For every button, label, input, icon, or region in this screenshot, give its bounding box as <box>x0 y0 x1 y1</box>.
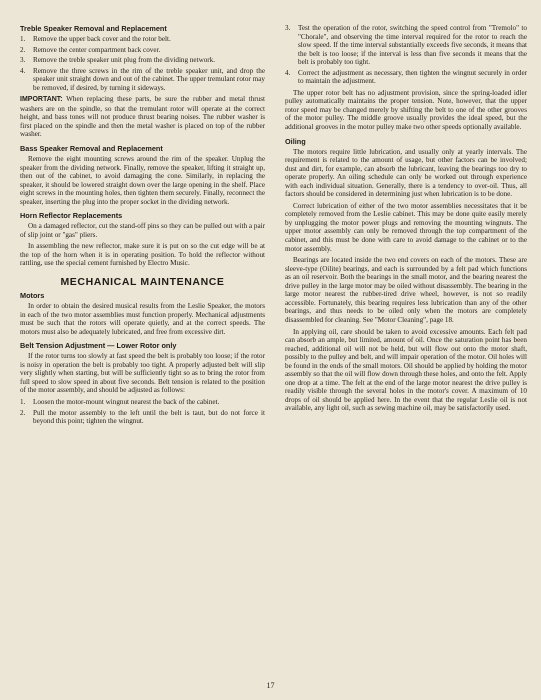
oiling-text-2: Correct lubrication of either of the two motor assemblies necessitates that it be completely removed from the Leslie cabinet. This may be done quite easily merely by unplugging the motor power plugs and removing the mounting wingnuts. The upper motor assembly can only be removed through the top compartment of the cabinet, and this must be done with care to avoid damage to the cabinet or to the motor assembly. <box>285 201 527 253</box>
oiling-heading: Oiling <box>285 136 306 146</box>
treble-heading: Treble Speaker Removal and Replacement <box>20 24 167 33</box>
page-number: 17 <box>266 681 275 690</box>
list-item: 3. Test the operation of the rotor, switching the speed control from "Tremolo" to "Chorale", and observing the time interval required for the rotor to reach the slow speed. If the time interval substantially exceeds five seconds, it means that the belt is too loose; if the interval is less than five seconds it means that the belt is probably too tight. <box>285 24 527 67</box>
horn-text-1: On a damaged reflector, cut the stand-off pins so they can be pulled out with a pair of slip joint or "gas" pliers. <box>20 222 265 239</box>
oiling-text-1: The motors require little lubrication, and usually only at yearly intervals. The requirement is related to the amount of usage, but other factors can be involved; dust and dirt, for example, can absorb the lubricant, leaving the bearings too dry to operate properly. An oiling schedule can only be worked out through experience with each individual situation. Generally, there is a tendency to over-oil. Thus, all factors should be considered in determining just when lubrication is to be done. <box>285 147 527 199</box>
bass-text: Remove the eight mounting screws around the rim of the speaker. Unplug the speaker from the dividing network. Finally, remove the speaker, lifting it straight up, then out of the cabinet, to avoid damaging the cone. Similarly, in replacing the speaker, it should be lowered straight down over the large opening in the shelf. Place eight screws in the mounting holes, then tighten them securely. Finally, reconnect the speaker, inserting the plug into the proper socket in the dividing network. <box>20 155 265 206</box>
oiling-text-4: In applying oil, care should be taken to avoid excessive amounts. Each felt pad can absorb an ample, but limited, amount of oil. Once the saturation point has been reached, additional oil will not be held, but will flow out onto the motor shaft, possibly to the pulley and belt, and will impair operation of the motor. Oil holes will be found in the ends of the small motors. Oil should be applied by holding the motor assembly so that the oil will flow down through these holes, and onto the felt. Apply one drop at a time. The felt at the end of the large motor nearest the drive pulley is readily visible through the several holes in the motor's cover. A maximum of 10 drops of oil should be applied here. In the event that the regular Leslie oil is not available, any light oil, such as sewing machine oil, may be satisfactorily used. <box>285 327 527 413</box>
belt-steps <box>20 398 265 426</box>
list-item: 1. Remove the upper back cover and the rotor belt. <box>20 35 171 43</box>
list-item: 4. Correct the adjustment as necessary, then tighten the wingnut securely in order to maintain the adjustment. <box>285 68 527 86</box>
list-item: 3. Remove the treble speaker unit plug from the dividing network. <box>20 56 216 65</box>
belt-heading: Belt Tension Adjustment — Lower Rotor only <box>20 341 177 351</box>
horn-heading: Horn Reflector Replacements <box>20 211 123 221</box>
section-title: MECHANICAL MAINTENANCE <box>60 276 225 289</box>
bass-heading: Bass Speaker Removal and Replacement <box>20 144 163 154</box>
list-item: 1. Loosen the motor-mount wingnut nearest the back of the cabinet. <box>20 397 220 406</box>
belt-steps-continued <box>285 24 527 86</box>
list-item: 2. Pull the motor assembly to the left until the belt is taut, but do not force it beyond this point; tighten the wingnut. <box>20 408 265 426</box>
treble-steps <box>20 35 265 92</box>
list-item: 4. Remove the three screws in the rim of the treble speaker unit, and drop the speaker unit straight down and out of the cabinet. The upper tremulant rotor may be removed, if desired, by turning it sideways. <box>20 66 265 92</box>
left-column <box>20 24 265 429</box>
oiling-text-3: Bearings are located inside the two end covers on each of the motors. These are sleeve-type (Oilite) bearings, and each is surrounded by a felt pad which functions as an oil reservoir. Both the bearings in the small motor, and the bearing nearest the drive pulley in the large motor may be oiled without disassembly. The bearing in the large motor nearest the rubber-tired drive wheel, however, is not so readily accessible. Fortunately, this bearing requires less lubrication than any of the other bearings, and thus needs to be oiled only when the motors are completely disassembled for cleaning. See "Motor Cleaning", page 18. <box>285 256 527 324</box>
right-column <box>285 24 527 416</box>
important-text: When replacing these parts, be sure the rubber and metal thrust washers are on the spindle, so that the tremulant rotor will operate at the correct height, and bass tones will not produce thrust bearing noises. The rubber washer is first placed on the spindle and then the metal washer is placed on top of the rubber washer. <box>20 95 265 139</box>
belt-text: If the rotor turns too slowly at fast speed the belt is probably too loose; if the rotor is noisy in operation the belt is probably too tight. A properly adjusted belt will slip very slightly when starting, but will be sufficiently tight so as to bring the rotor from full speed to slow speed in about five seconds. Belt tension is related to the position of the motor assembly, and should be adjusted as follows: <box>20 352 265 395</box>
important-label: IMPORTANT: <box>20 96 63 104</box>
motors-text: In order to obtain the desired musical results from the Leslie Speaker, the motors in each of the two motor assemblies must function properly. Mechanical adjustments must be such that the rotors will operate quietly, and at the correct speeds. The motors must also be adequately lubricated, and free from excessive dirt. <box>20 302 265 336</box>
horn-text-2: In assembling the new reflector, make sure it is put on so the cut edge will be at the top of the horn when it is in operating position. To hold the reflector without rattling, use the special cement furnished by Electro Music. <box>20 242 265 268</box>
important-note <box>20 95 265 139</box>
upper-belt-text: The upper rotor belt has no adjustment provision, since the spring-loaded idler pulley automatically maintains the proper tension. Note, however, that the upper rotor speed may be changed merely by shifting the belt to one of the other grooves of the motor pulley. The middle groove usually provides the ideal speed, but the additional grooves in the motor pulley make two other speeds optionally available. <box>285 88 527 132</box>
list-item: 2. Remove the center compartment back cover. <box>20 45 161 54</box>
motors-heading: Motors <box>20 291 45 301</box>
